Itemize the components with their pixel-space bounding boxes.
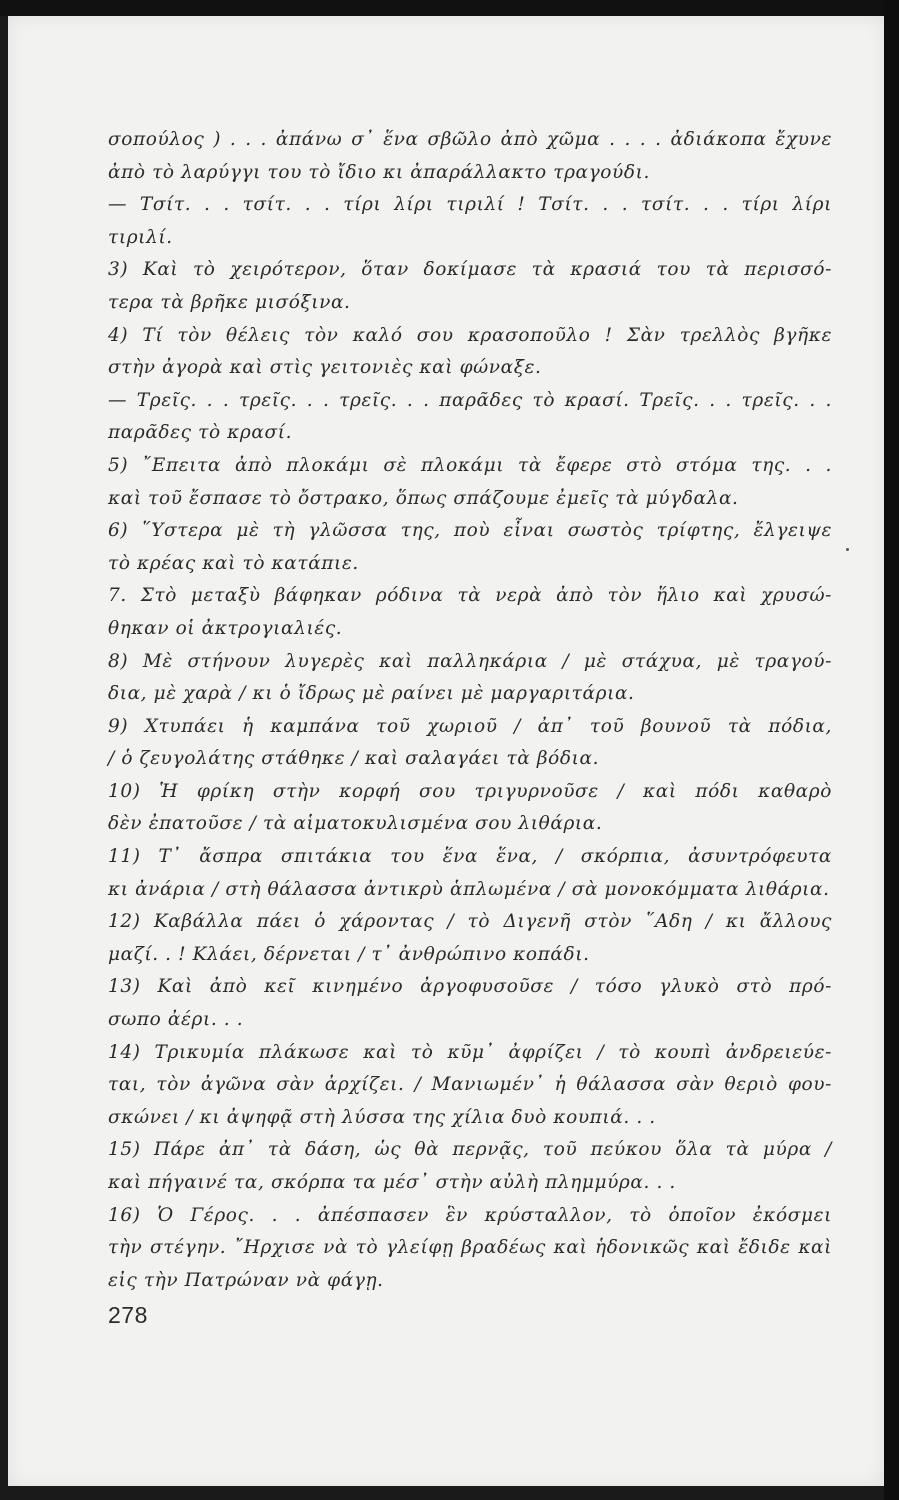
text-line: 11) Τ᾽ ἄσπρα σπιτάκια του ἕνα ἕνα, / σκόρπια, ἀσυντρόφευτα	[108, 846, 832, 868]
paragraph	[108, 385, 832, 450]
paragraph	[108, 254, 832, 319]
text-line: καὶ τοῦ ἔσπασε τὸ ὄστρακο, ὅπως σπάζουμε ἐμεῖς τὰ μύγδαλα.	[108, 487, 739, 509]
text-line: ται, τὸν ἀγῶνα σὰν ἀρχίζει. / Μανιωμέν᾽ ἡ θάλασσα σὰν θεριὸ φου-	[108, 1074, 832, 1096]
paragraph	[108, 1037, 832, 1135]
text-line: 3) Καὶ τὸ χειρότερον, ὅταν δοκίμασε τὰ κρασιά του τὰ περισσό-	[108, 259, 832, 281]
paragraph	[108, 711, 832, 776]
paragraph	[108, 1200, 832, 1298]
text-line: κι ἀνάρια / στὴ θάλασσα ἀντικρὺ ἁπλωμένα / σὰ μονοκόμματα λιθάρια.	[108, 878, 830, 900]
paragraph	[108, 1134, 832, 1199]
scan-top-border	[0, 0, 899, 16]
text-line: 15) Πάρε ἀπ᾽ τὰ δάση, ὡς θὰ περνᾷς, τοῦ πεύκου ὅλα τὰ μύρα /	[108, 1139, 832, 1161]
paragraph	[108, 776, 832, 841]
paragraph	[108, 450, 832, 515]
text-line: τιριλί.	[108, 226, 173, 248]
text-line: τερα τὰ βρῆκε μισόξινα.	[108, 291, 351, 313]
text-line: στὴν ἀγορὰ καὶ στὶς γειτονιὲς καὶ φώναξε.	[108, 357, 542, 379]
text-line: σοπούλος ) . . . ἀπάνω σ᾽ ἕνα σβῶλο ἀπὸ χῶμα . . . . ἀδιάκοπα ἔχυνε	[108, 129, 832, 150]
text-line: 16) Ὁ Γέρος. . . ἀπέσπασεν ἓν κρύσταλλον, τὸ ὁποῖον ἐκόσμει	[108, 1204, 832, 1226]
text-line: 12) Καβάλλα πάει ὁ χάροντας / τὸ Διγενῆ στὸν ῞Αδη / κι ἄλλους	[108, 911, 832, 933]
text-line: 6) ῞Υστερα μὲ τὴ γλῶσσα της, ποὺ εἶναι σωστὸς τρίφτης, ἔλγειψε	[108, 520, 832, 542]
text-line: — Τσίτ. . . τσίτ. . . τίρι λίρι τιριλί ! Τσίτ. . . τσίτ. . . τίρι λίρι	[108, 194, 832, 216]
text-line: 8) Μὲ στήνουν λυγερὲς καὶ παλληκάρια / μὲ στάχυα, μὲ τραγού-	[108, 650, 832, 672]
text-line: 10) Ἡ φρίκη στὴν κορφή σου τριγυρνοῦσε / καὶ πόδι καθαρὸ	[108, 780, 832, 802]
paragraph	[108, 515, 832, 580]
text-line: παρᾶδες τὸ κρασί.	[108, 422, 293, 444]
scan-right-border	[884, 0, 899, 1500]
paragraph	[108, 841, 832, 906]
text-line: εἰς τὴν Πατρώναν νὰ φάγῃ.	[108, 1269, 384, 1291]
text-line: δὲν ἐπατοῦσε / τὰ αἱματοκυλισμένα σου λιθάρια.	[108, 813, 603, 835]
paragraph	[108, 906, 832, 971]
text-line: 14) Τρικυμία πλάκωσε καὶ τὸ κῦμ᾽ ἀφρίζει / τὸ κουπὶ ἀνδρειεύε-	[108, 1041, 832, 1063]
text-line: μαζί. . ! Κλάει, δέρνεται / τ᾽ ἀνθρώπινο κοπάδι.	[108, 943, 590, 965]
paragraph	[108, 580, 832, 645]
text-line: καὶ πήγαινέ τα, σκόρπα τα μέσ᾽ στὴν αὐλὴ πλημμύρα. . .	[108, 1172, 676, 1193]
text-line: 5) ῎Επειτα ἀπὸ πλοκάμι σὲ πλοκάμι τὰ ἔφερε στὸ στόμα της. . .	[108, 454, 832, 476]
page-number: 278	[108, 1302, 148, 1328]
text-line: 9) Χτυπάει ἡ καμπάνα τοῦ χωριοῦ / ἀπ᾽ τοῦ βουνοῦ τὰ πόδια,	[108, 715, 832, 737]
text-line: 13) Καὶ ἀπὸ κεῖ κινημένο ἀργοφυσοῦσε / τόσο γλυκὸ στὸ πρό-	[108, 976, 832, 998]
text-line: τὸ κρέας καὶ τὸ κατάπιε.	[108, 552, 359, 574]
text-line: ἀπὸ τὸ λαρύγγι του τὸ ἴδιο κι ἀπαράλλακτο τραγούδι.	[108, 161, 650, 183]
text-line: 7. Στὸ μεταξὺ βάφηκαν ρόδινα τὰ νερὰ ἀπὸ τὸν ἥλιο καὶ χρυσώ-	[108, 585, 832, 607]
text-line: / ὁ ζευγολάτης στάθηκε / καὶ σαλαγάει τὰ βόδια.	[108, 748, 600, 770]
text-line: σωπο ἀέρι. . .	[108, 1009, 244, 1031]
scan-speck	[846, 548, 849, 551]
paragraph	[108, 124, 832, 189]
paragraph	[108, 646, 832, 711]
text-line: θηκαν οἱ ἀκτρογιαλιές.	[108, 617, 343, 639]
text-line: 4) Τί τὸν θέλεις τὸν καλό σου κρασοποῦλο ! Σὰν τρελλὸς βγῆκε	[108, 324, 832, 346]
paragraph	[108, 971, 832, 1036]
text-line: τὴν στέγην. ῎Ηρχισε νὰ τὸ γλείφῃ βραδέως καὶ ἡδονικῶς καὶ ἔδιδε καὶ	[108, 1237, 832, 1259]
text-line: σκώνει / κι ἀψηφᾷ στὴ λύσσα της χίλια δυὸ κουπιά. . .	[108, 1106, 656, 1128]
body-text	[108, 124, 832, 1297]
paragraph	[108, 320, 832, 385]
text-line: — Τρεῖς. . . τρεῖς. . . τρεῖς. . . παρᾶδες τὸ κρασί. Τρεῖς. . . τρεῖς. . .	[108, 389, 832, 411]
text-line: δια, μὲ χαρὰ / κι ὁ ἴδρως μὲ ραίνει μὲ μαργαριτάρια.	[108, 683, 635, 705]
paragraph	[108, 189, 832, 254]
